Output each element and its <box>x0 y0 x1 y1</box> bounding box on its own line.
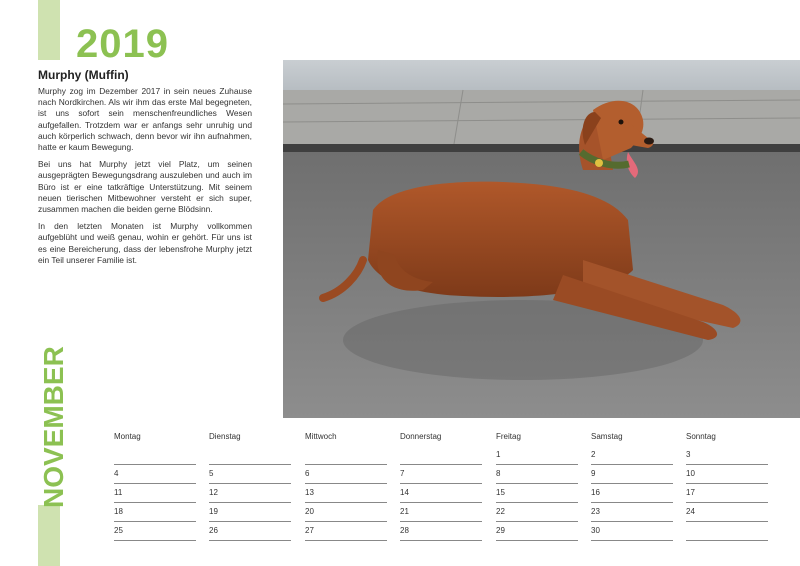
day-cell[interactable] <box>686 507 768 522</box>
day-cell[interactable] <box>400 488 482 503</box>
story-paragraph: Murphy zog im Dezember 2017 in sein neues Zuhause nach Nordkirchen. Als wir ihm das erste Mal begegneten, ist uns sofort sein menschenfreundliches Wesen aufgefallen. Trotzdem war er anfangs sehr unruhig und auch körperlich schwach, denn bevor wir ihn aufnahmen, hatte er kaum Bewegung. <box>38 86 252 153</box>
day-number: 19 <box>209 507 218 516</box>
day-cell[interactable] <box>305 507 387 522</box>
day-number: 8 <box>496 469 501 478</box>
weekday-header: Freitag <box>496 432 521 441</box>
day-number: 10 <box>686 469 695 478</box>
day-cell[interactable] <box>114 507 196 522</box>
day-cell[interactable] <box>114 488 196 503</box>
weekday-header: Mittwoch <box>305 432 337 441</box>
day-cell[interactable] <box>400 526 482 541</box>
day-cell[interactable] <box>400 507 482 522</box>
day-cell[interactable] <box>209 469 291 484</box>
day-number: 15 <box>496 488 505 497</box>
day-cell[interactable] <box>114 450 196 465</box>
day-number: 2 <box>591 450 596 459</box>
day-number: 16 <box>591 488 600 497</box>
weekday-header: Dienstag <box>209 432 241 441</box>
day-number: 23 <box>591 507 600 516</box>
day-number: 22 <box>496 507 505 516</box>
day-number: 25 <box>114 526 123 535</box>
story-block <box>38 68 252 272</box>
day-number: 12 <box>209 488 218 497</box>
day-number: 21 <box>400 507 409 516</box>
day-cell[interactable] <box>686 526 768 541</box>
weekday-header: Donnerstag <box>400 432 442 441</box>
day-number: 30 <box>591 526 600 535</box>
day-number: 18 <box>114 507 123 516</box>
accent-bar-top <box>38 0 60 60</box>
day-number: 9 <box>591 469 596 478</box>
day-cell[interactable] <box>591 526 673 541</box>
day-cell[interactable] <box>686 488 768 503</box>
day-number: 29 <box>496 526 505 535</box>
day-cell[interactable] <box>114 526 196 541</box>
day-cell[interactable] <box>591 450 673 465</box>
story-paragraph: Bei uns hat Murphy jetzt viel Platz, um seinen ausgeprägten Bewegungsdrang auszuleben und auch im Büro ist er eine tatkräftige Unterstützung. Mit seinem neuen tierischen Mitbewohner versteht er sich super, zusammen machen die beiden gerne Blödsinn. <box>38 159 252 215</box>
day-cell[interactable] <box>496 526 578 541</box>
day-cell[interactable] <box>209 526 291 541</box>
day-number: 11 <box>114 488 123 497</box>
day-cell[interactable] <box>400 469 482 484</box>
day-number: 7 <box>400 469 405 478</box>
weekday-header: Montag <box>114 432 141 441</box>
day-cell[interactable] <box>591 469 673 484</box>
day-cell[interactable] <box>305 450 387 465</box>
month-label: NOVEMBER <box>38 346 69 508</box>
day-number: 5 <box>209 469 214 478</box>
day-number: 27 <box>305 526 314 535</box>
day-cell[interactable] <box>209 507 291 522</box>
dog-photo <box>283 60 800 418</box>
weekday-header: Samstag <box>591 432 623 441</box>
day-number: 6 <box>305 469 310 478</box>
day-cell[interactable] <box>686 450 768 465</box>
day-number: 26 <box>209 526 218 535</box>
day-cell[interactable] <box>209 450 291 465</box>
day-number: 3 <box>686 450 691 459</box>
day-number: 24 <box>686 507 695 516</box>
day-cell[interactable] <box>686 469 768 484</box>
day-cell[interactable] <box>209 488 291 503</box>
day-number: 17 <box>686 488 695 497</box>
day-cell[interactable] <box>591 488 673 503</box>
year-heading: 2019 <box>76 22 169 66</box>
day-cell[interactable] <box>400 450 482 465</box>
day-cell[interactable] <box>591 507 673 522</box>
day-number: 20 <box>305 507 314 516</box>
day-cell[interactable] <box>305 469 387 484</box>
day-cell[interactable] <box>305 488 387 503</box>
day-number: 4 <box>114 469 119 478</box>
story-paragraph: In den letzten Monaten ist Murphy vollkommen aufgeblüht und weiß genau, wohin er gehört. Für uns ist es eine Bereicherung, dass der lebensfrohe Murphy jetzt ein Teil unserer Familie ist. <box>38 221 252 265</box>
day-number: 13 <box>305 488 314 497</box>
weekday-header: Sonntag <box>686 432 716 441</box>
day-cell[interactable] <box>305 526 387 541</box>
day-cell[interactable] <box>496 488 578 503</box>
day-number: 28 <box>400 526 409 535</box>
story-title: Murphy (Muffin) <box>38 68 129 82</box>
accent-bar-bottom <box>38 505 60 566</box>
day-cell[interactable] <box>114 469 196 484</box>
day-number: 14 <box>400 488 409 497</box>
day-cell[interactable] <box>496 469 578 484</box>
day-number: 1 <box>496 450 501 459</box>
day-cell[interactable] <box>496 507 578 522</box>
day-cell[interactable] <box>496 450 578 465</box>
dog-photo-illustration <box>283 60 800 418</box>
